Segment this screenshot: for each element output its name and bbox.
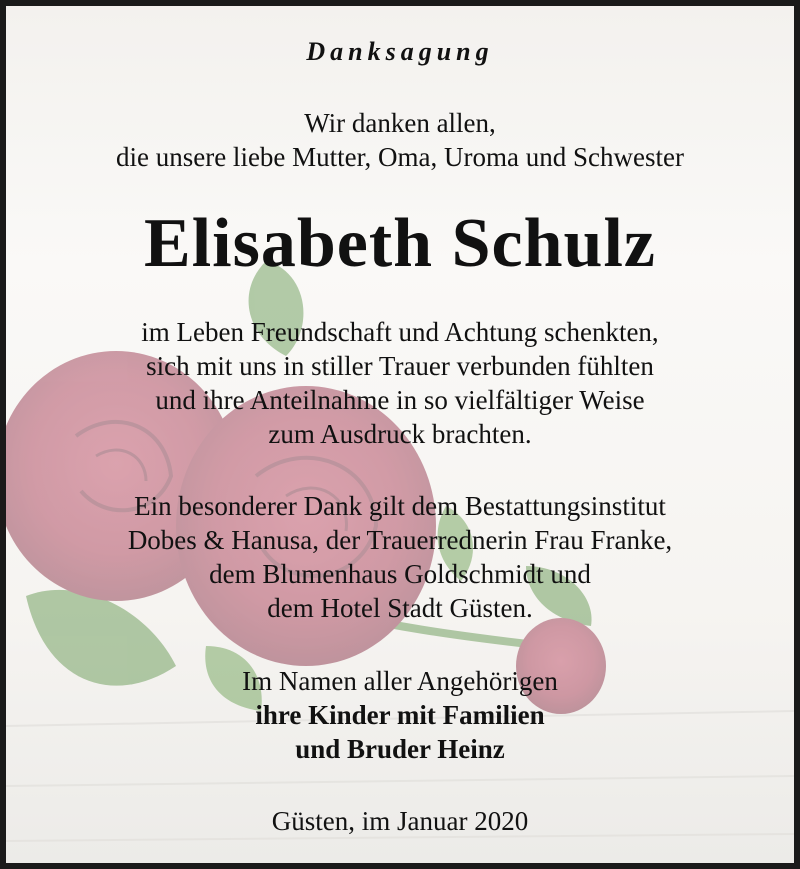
body-line: und ihre Anteilnahme in so vielfältiger Weise xyxy=(155,385,645,415)
thanks-line: dem Blumenhaus Goldschmidt und xyxy=(209,559,591,589)
body-line: sich mit uns in stiller Trauer verbunden fühlten xyxy=(146,351,654,381)
signature-brother: und Bruder Heinz xyxy=(295,734,505,764)
body-line: zum Ausdruck brachten. xyxy=(268,419,532,449)
body-line: im Leben Freundschaft und Achtung schenkten, xyxy=(141,317,659,347)
signature-family: ihre Kinder mit Familien xyxy=(255,700,545,730)
intro-line: Wir danken allen, xyxy=(304,108,496,138)
signature-line: Im Namen aller Angehörigen xyxy=(242,666,558,696)
heading: Danksagung xyxy=(306,37,494,66)
thanks-line: Dobes & Hanusa, der Trauerrednerin Frau Franke, xyxy=(127,525,673,555)
intro-line: die unsere liebe Mutter, Oma, Uroma und Schwester xyxy=(115,142,684,172)
thanks-line: Ein besonderer Dank gilt dem Bestattungsinstitut xyxy=(134,491,666,521)
deceased-name: Elisabeth Schulz xyxy=(144,205,656,282)
place-date: Güsten, im Januar 2020 xyxy=(271,806,529,836)
thanks-line: dem Hotel Stadt Güsten. xyxy=(267,593,533,623)
